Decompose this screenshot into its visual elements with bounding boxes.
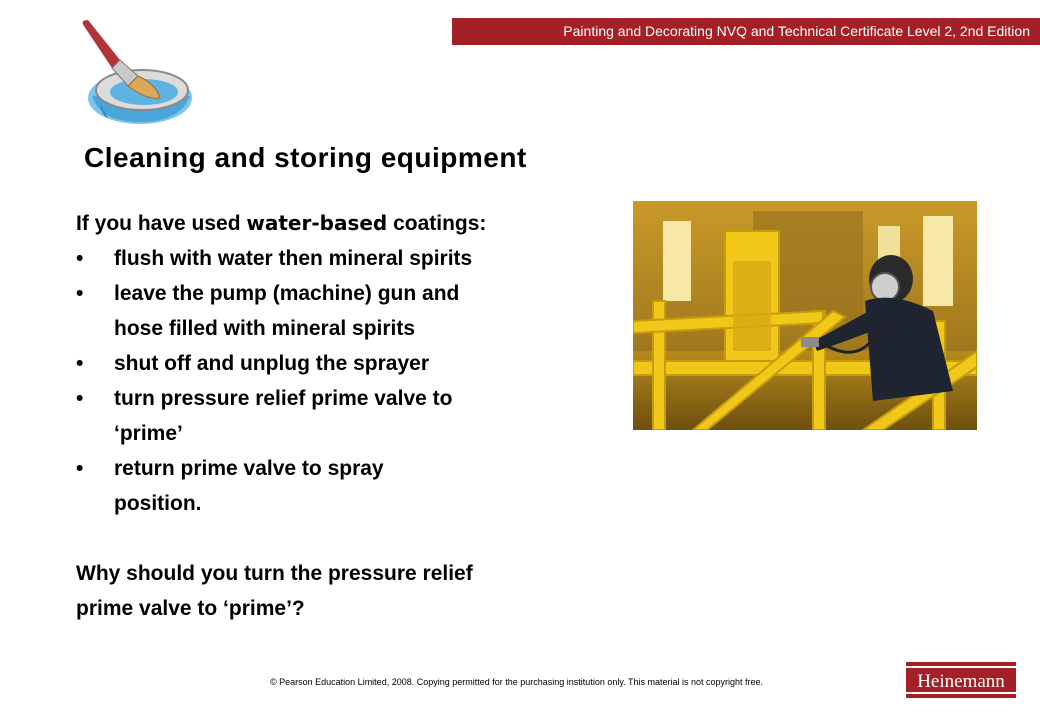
list-item [76,346,616,381]
list-item-text: return prime valve to spray [114,457,384,480]
list-item-continuation: hose filled with mineral spirits [114,317,416,340]
question-line-1: Why should you turn the pressure relief [76,562,473,585]
course-title: Painting and Decorating NVQ and Technical Certificate Level 2, 2nd Edition [563,23,1030,39]
heinemann-logo [906,662,1016,698]
spray-painter-photo [633,201,977,430]
intro-line [76,206,616,241]
list-item-text: turn pressure relief prime valve to [114,387,453,410]
intro-suffix: coatings: [387,212,487,235]
list-item-continuation: ‘prime’ [114,422,183,445]
discussion-question [76,556,616,626]
list-item [76,276,616,346]
slide-content [76,206,616,626]
slide-title: Cleaning and storing equipment [84,142,527,173]
instruction-list [76,241,616,521]
bullet-icon: • [76,282,84,305]
list-item [76,381,616,451]
list-item-text: flush with water then mineral spirits [114,247,473,270]
list-item [76,241,616,276]
copyright-notice: © Pearson Education Limited, 2008. Copying permitted for the purchasing institution only. This material is not copyright free. [270,677,764,687]
bullet-icon: • [76,352,84,375]
question-line-2: prime valve to ‘prime’? [76,597,305,620]
list-item-text: leave the pump (machine) gun and [114,282,460,305]
intro-highlight: water-based [246,211,388,235]
bullet-icon: • [76,247,84,270]
bullet-icon: • [76,457,84,480]
paintbrush-logo-icon [80,18,198,126]
publisher-name: Heinemann [917,671,1005,692]
intro-prefix: If you have used [76,212,247,235]
bullet-icon: • [76,387,84,410]
list-item-text: shut off and unplug the sprayer [114,352,430,375]
list-item-continuation: position. [114,492,202,515]
course-title-bar [452,18,1040,45]
list-item [76,451,616,521]
